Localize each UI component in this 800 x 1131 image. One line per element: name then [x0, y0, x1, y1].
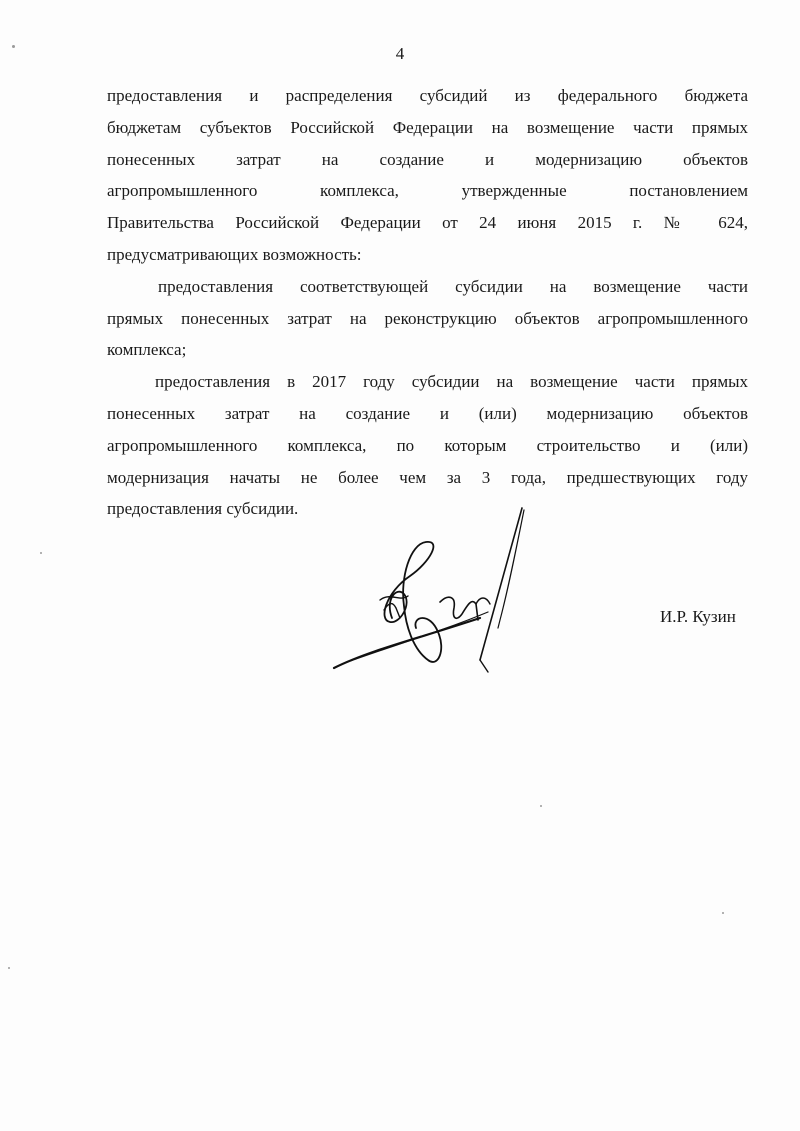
text-line: понесенных затрат на создание и модернизацию объектов — [107, 149, 748, 169]
signatory-name: И.Р. Кузин — [660, 607, 736, 626]
scan-speck — [12, 45, 15, 48]
text-line: Правительства Российской Федерации от 24 июня 2015 г. № 624, — [107, 213, 748, 233]
text-line: понесенных затрат на создание и (или) модернизацию объектов — [107, 403, 748, 423]
text-line: предоставления в 2017 году субсидии на возмещение части прямых — [155, 372, 748, 392]
text-line: предоставления субсидии. — [107, 499, 299, 519]
text-line: модернизация начаты не более чем за 3 года, предшествующих году — [107, 467, 748, 487]
document-body — [107, 80, 748, 525]
text-line: агропромышленного комплекса, по которым строительство и (или) — [107, 435, 748, 455]
text-line: комплекса; — [107, 340, 187, 360]
scan-speck — [540, 805, 542, 807]
scan-speck — [722, 912, 724, 914]
handwritten-signature — [330, 500, 530, 685]
text-line: агропромышленного комплекса, утвержденные постановлением — [107, 181, 748, 201]
text-line: предусматривающих возможность: — [107, 244, 362, 264]
scan-speck — [8, 967, 10, 969]
text-line: предоставления и распределения субсидий из федерального бюджета — [107, 86, 748, 105]
text-line: прямых понесенных затрат на реконструкцию объектов агропромышленного — [107, 308, 748, 328]
page-number: 4 — [395, 44, 405, 63]
paragraph-2 — [107, 271, 748, 366]
text-line: предоставления соответствующей субсидии на возмещение части — [158, 276, 748, 296]
paragraph-1 — [107, 80, 748, 271]
text-line: бюджетам субъектов Российской Федерации на возмещение части прямых — [107, 117, 748, 137]
scan-speck — [40, 552, 42, 554]
